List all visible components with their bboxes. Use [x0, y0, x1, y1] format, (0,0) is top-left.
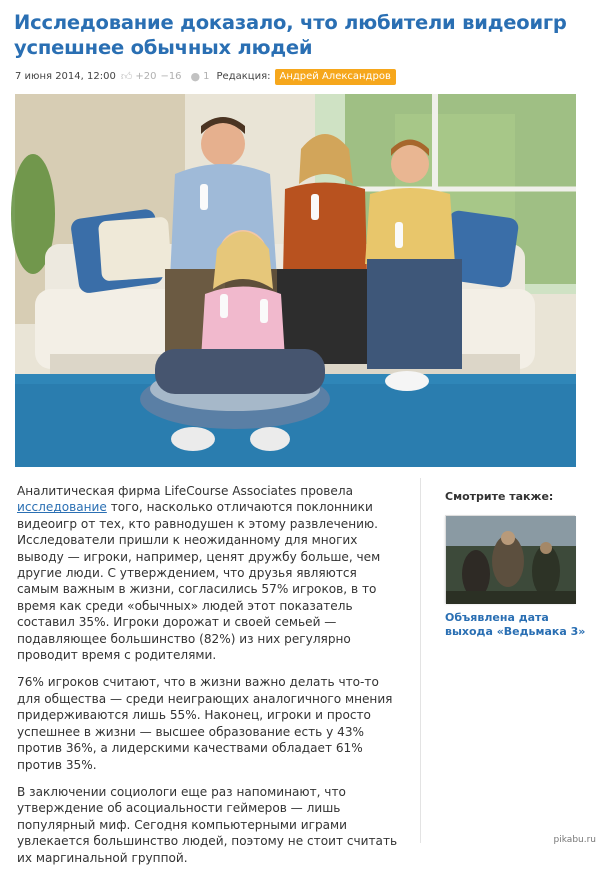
- article-paragraph: 76% игроков считают, что в жизни важно делать что-то для общества — среди неиграющих аналогичного мнения придерживаются лишь 55%. Наконец, игроки и просто успешнее в жизни — высшее образование есть у 43% против 36%, а лидерскими качествами обладает 61% против 35%.: [17, 675, 393, 772]
- comment-icon[interactable]: ●: [190, 70, 201, 83]
- witcher-thumbnail-image: [446, 516, 576, 604]
- paragraph-text: Аналитическая фирма LifeCourse Associates провела: [17, 484, 353, 498]
- publish-date: 7 июня 2014, 12:00: [15, 71, 116, 82]
- related-heading: Смотрите также:: [445, 490, 554, 503]
- related-sidebar: [445, 490, 595, 639]
- column-divider: [420, 478, 421, 843]
- paragraph-text: того, насколько отличаются поклонники видеоигр от тех, кто равнодушен к этому развлечению. Исследователи пришли к неожиданному для многих выводу — игроки, например, ценят дружбу больше, чем другие люди. С утверждением, что друзья являются самым важным в жизни, согласились 57% игроков, в то время как среди «обычных» людей этот показатель составил 35%. Игроки дорожат и своей семьей — подавляющее большинство (82%) из них регулярно проводит время с родителями.: [17, 500, 381, 663]
- votes-minus: −16: [160, 71, 182, 82]
- comment-count[interactable]: 1: [203, 71, 210, 82]
- article-paragraph: В заключении социологи еще раз напоминают, что утверждение об асоциальности геймеров — лишь популярный миф. Сегодня компьютерными играми увлекается большинство людей, поэтому не стоит считать их маргинальной группой.: [17, 784, 398, 865]
- article-body: [17, 483, 401, 877]
- related-thumbnail[interactable]: [445, 515, 575, 603]
- article-meta: [15, 68, 396, 86]
- votes-plus: +20: [135, 71, 157, 82]
- editor-label: Редакция:: [216, 71, 271, 82]
- article-photo: [15, 94, 576, 467]
- watermark: pikabu.ru: [553, 835, 596, 845]
- article-title: Исследование доказало, что любители видеоигр успешнее обычных людей: [14, 11, 567, 59]
- related-article-link[interactable]: Объявлена дата выхода «Ведьмака 3»: [445, 611, 586, 638]
- family-gaming-photo: [15, 94, 576, 467]
- article-paragraph: [17, 483, 401, 663]
- thumbs-up-icon[interactable]: 👍︎: [120, 70, 133, 83]
- editor-name-badge[interactable]: Андрей Александров: [275, 69, 396, 85]
- research-link[interactable]: исследование: [17, 500, 107, 515]
